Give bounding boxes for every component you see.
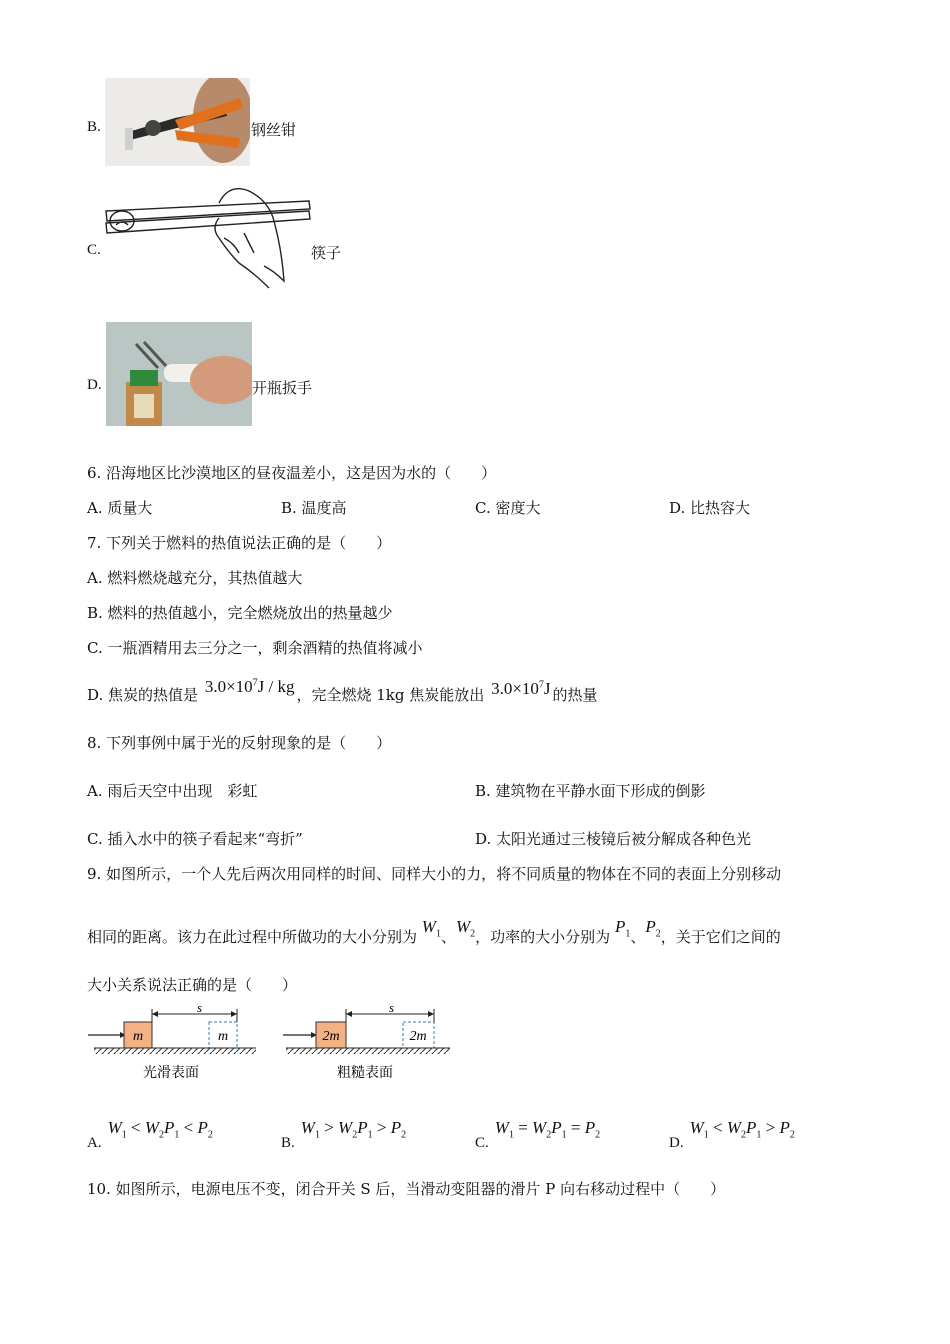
option-c-caption: 筷子 xyxy=(311,244,342,262)
caption-rough: 粗糙表面 xyxy=(337,1066,393,1081)
question-8-stem: 8. 下列事例中属于光的反射现象的是（ ） xyxy=(87,734,392,752)
ghost-right-label: 2m xyxy=(409,1029,427,1044)
question-6-option-c: C. 密度大 xyxy=(475,499,541,517)
option-d-caption: 开瓶扳手 xyxy=(252,379,313,397)
option-letter: B. xyxy=(281,1135,295,1151)
relation-formula: $W_1 = W_2P_1 = P_2$ xyxy=(494,1118,601,1141)
question-8-option-a: A. 雨后天空中出现 彩虹 xyxy=(87,782,258,800)
question-9-line-2 xyxy=(87,917,781,949)
power-symbol-1: $P_1$ xyxy=(614,917,631,940)
option-d-prefix: D. 焦炭的热值是 xyxy=(87,686,199,704)
question-6-option-a: A. 质量大 xyxy=(87,499,153,517)
relation-formula: $W_1 < W_2P_1 < P_2$ xyxy=(107,1118,213,1141)
relation-formula: $W_1 < W_2P_1 > P_2$ xyxy=(689,1118,795,1141)
question-10-stem: 10. 如图所示，电源电压不变，闭合开关 S 后，当滑动变阻器的滑片 P 向右移动过程中（ ） xyxy=(87,1180,726,1198)
q9-line2-mid: ，功率的大小分别为 xyxy=(475,928,611,946)
option-letter: C. xyxy=(475,1135,489,1151)
block-right-label: 2m xyxy=(322,1029,340,1044)
pliers-photo-icon xyxy=(105,78,250,166)
question-6-stem: 6. 沿海地区比沙漠地区的昼夜温差小，这是因为水的（ ） xyxy=(87,464,497,482)
question-7-stem: 7. 下列关于燃料的热值说法正确的是（ ） xyxy=(87,534,392,552)
sep-2: 、 xyxy=(630,928,646,946)
distance-right-label: s xyxy=(389,1004,395,1015)
question-9-line-3: 大小关系说法正确的是（ ） xyxy=(87,976,298,994)
option-d-middle: ，完全燃烧 1kg 焦炭能放出 xyxy=(296,686,485,704)
relation-formula: $W_1 > W_2P_1 > P_2$ xyxy=(300,1118,407,1141)
question-7-option-c: C. 一瓶酒精用去三分之一，剩余酒精的热值将减小 xyxy=(87,639,423,657)
bottle-opener-photo-icon xyxy=(106,322,252,426)
q9-line2-pre: 相同的距离。该力在此过程中所做功的大小分别为 xyxy=(87,928,418,946)
question-7-option-d xyxy=(87,677,598,705)
question-9-option-b xyxy=(281,1118,407,1151)
force-diagram xyxy=(86,1004,456,1086)
question-8-option-d: D. 太阳光通过三棱镜后被分解成各种色光 xyxy=(475,830,752,848)
question-6-option-b: B. 温度高 xyxy=(281,499,347,517)
option-d-letter: D. xyxy=(87,377,102,393)
caption-smooth: 光滑表面 xyxy=(143,1066,199,1081)
work-symbols: $W_1$ xyxy=(421,917,441,940)
question-6-option-d: D. 比热容大 xyxy=(669,499,751,517)
power-symbol-2: $P_2$ xyxy=(645,917,661,940)
question-9-option-c xyxy=(475,1118,601,1151)
option-c-letter: C. xyxy=(87,242,101,258)
work-symbol-2: $W_2$ xyxy=(455,917,476,940)
question-7-option-a: A. 燃料燃烧越充分，其热值越大 xyxy=(87,569,303,587)
question-9-option-d xyxy=(669,1118,795,1151)
block-left-label: m xyxy=(132,1029,144,1044)
option-b-caption: 钢丝钳 xyxy=(251,121,297,139)
sep-1: 、 xyxy=(440,928,456,946)
question-7-option-b: B. 燃料的热值越小，完全燃烧放出的热量越少 xyxy=(87,604,393,622)
chopsticks-drawing-icon xyxy=(104,183,314,298)
question-9-option-a xyxy=(87,1118,213,1151)
option-letter: D. xyxy=(669,1135,684,1151)
option-letter: A. xyxy=(87,1135,102,1151)
option-b-letter: B. xyxy=(87,119,101,135)
question-8-option-b: B. 建筑物在平静水面下形成的倒影 xyxy=(475,782,706,800)
heat-amount-formula: $3.0\times 10^7J$ xyxy=(491,679,551,698)
q9-line2-post: ，关于它们之间的 xyxy=(660,928,781,946)
option-d-suffix: 的热量 xyxy=(552,686,598,704)
question-8-option-c: C. 插入水中的筷子看起来“弯折” xyxy=(87,830,303,848)
heat-value-formula: $3.0\times 10^7J$ / kg xyxy=(204,677,295,696)
question-9-line-1: 9. 如图所示，一个人先后两次用同样的时间、同样大小的力，将不同质量的物体在不同的表面上分别移动 xyxy=(87,865,782,883)
ghost-left-label: m xyxy=(217,1029,229,1044)
distance-left-label: s xyxy=(197,1004,203,1015)
